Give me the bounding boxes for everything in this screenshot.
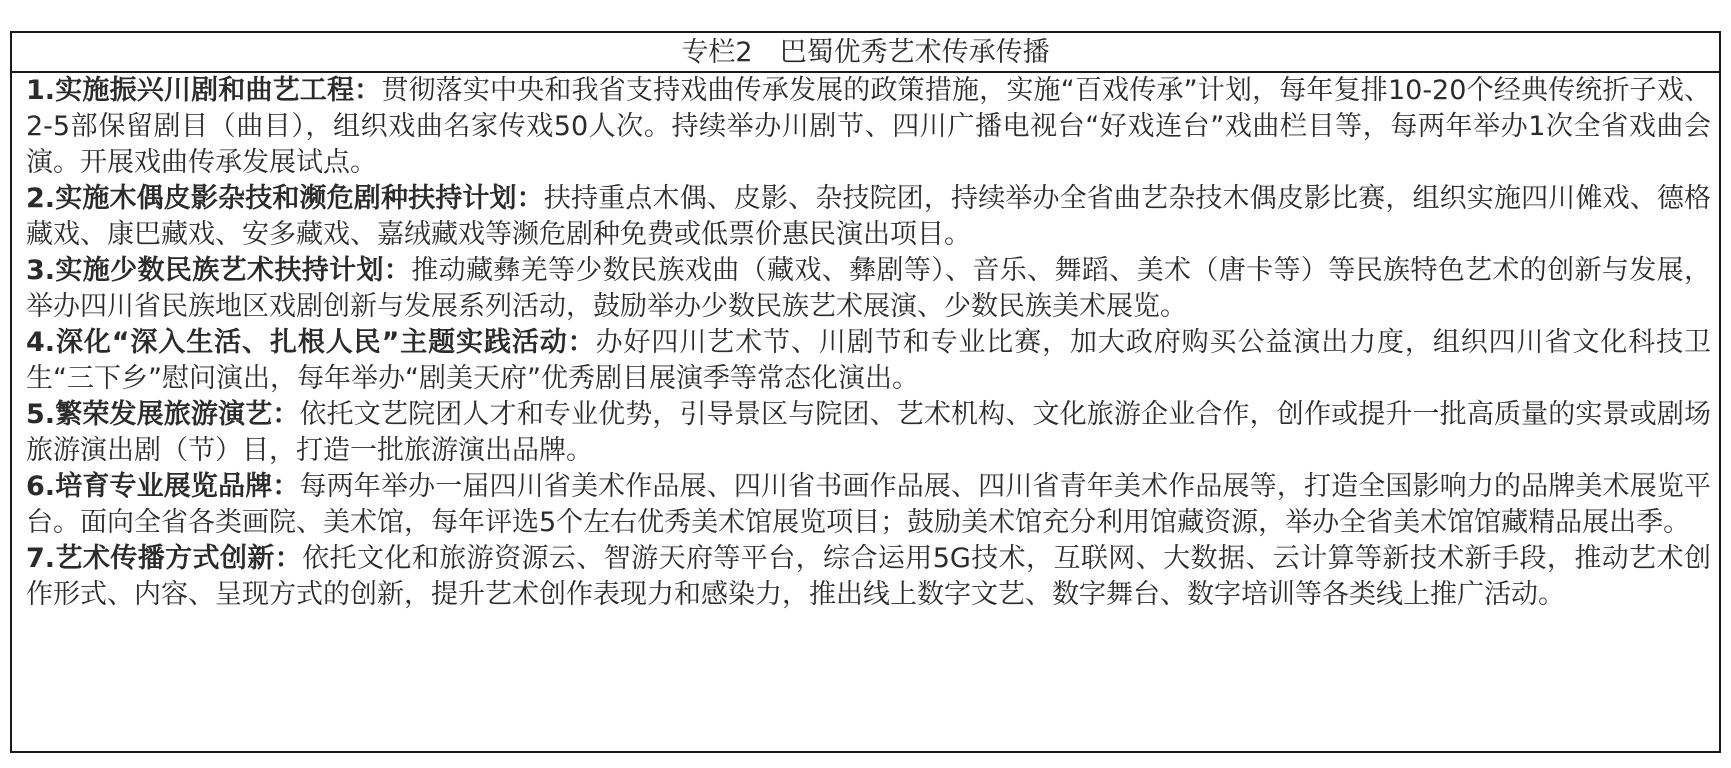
item-text: 依托文艺院团人才和专业优势，引导景区与院团、艺术机构、文化旅游企业合作，创作或提升一批高质量的实景或剧场旅游演出剧（节）目，打造一批旅游演出品牌。 bbox=[26, 399, 1711, 466]
list-item bbox=[26, 181, 1711, 253]
list-item bbox=[26, 469, 1711, 541]
item-heading: 1.实施振兴川剧和曲艺工程： bbox=[26, 75, 382, 106]
item-text: 每两年举办一届四川省美术作品展、四川省书画作品展、四川省青年美术作品展等，打造全国影响力的品牌美术展览平台。面向全省各类画院、美术馆，每年评选5个左右优秀美术馆展览项目；鼓励美术馆充分利用馆藏资源，举办全省美术馆馆藏精品展出季。 bbox=[26, 471, 1711, 538]
item-heading: 4.深化“深入生活、扎根人民”主题实践活动： bbox=[26, 327, 596, 358]
item-text: 贯彻落实中央和我省支持戏曲传承发展的政策措施，实施“百戏传承”计划，每年复排10-20个经典传统折子戏、2-5部保留剧目（曲目），组织戏曲名家传戏50人次。持续举办川剧节、四川广播电视台“好戏连台”戏曲栏目等，每两年举办1次全省戏曲会演。开展戏曲传承发展试点。 bbox=[26, 75, 1711, 178]
list-item bbox=[26, 73, 1711, 181]
item-text: 办好四川艺术节、川剧节和专业比赛，加大政府购买公益演出力度，组织四川省文化科技卫生“三下乡”慰问演出，每年举办“剧美天府”优秀剧目展演季等常态化演出。 bbox=[26, 327, 1711, 394]
list-item bbox=[26, 397, 1711, 469]
list-item bbox=[26, 325, 1711, 397]
item-heading: 3.实施少数民族艺术扶持计划： bbox=[26, 255, 412, 286]
box-body bbox=[12, 73, 1719, 613]
list-item bbox=[26, 541, 1711, 613]
box-title: 专栏2 巴蜀优秀艺术传承传播 bbox=[12, 33, 1719, 73]
item-heading: 6.培育专业展览品牌： bbox=[26, 471, 300, 502]
item-text: 依托文化和旅游资源云、智游天府等平台，综合运用5G技术，互联网、大数据、云计算等新技术新手段，推动艺术创作形式、内容、呈现方式的创新，提升艺术创作表现力和感染力，推出线上数字文艺、数字舞台、数字培训等各类线上推广活动。 bbox=[26, 543, 1711, 610]
feature-box bbox=[10, 31, 1721, 753]
item-heading: 5.繁荣发展旅游演艺： bbox=[26, 399, 300, 430]
list-item bbox=[26, 253, 1711, 325]
item-heading: 2.实施木偶皮影杂技和濒危剧种扶持计划： bbox=[26, 183, 544, 214]
item-text: 推动藏彝羌等少数民族戏曲（藏戏、彝剧等）、音乐、舞蹈、美术（唐卡等）等民族特色艺术的创新与发展，举办四川省民族地区戏剧创新与发展系列活动，鼓励举办少数民族艺术展演、少数民族美术展览。 bbox=[26, 255, 1712, 322]
item-heading: 7.艺术传播方式创新： bbox=[26, 543, 303, 574]
item-text: 扶持重点木偶、皮影、杂技院团，持续举办全省曲艺杂技木偶皮影比赛，组织实施四川傩戏、德格藏戏、康巴藏戏、安多藏戏、嘉绒藏戏等濒危剧种免费或低票价惠民演出项目。 bbox=[26, 183, 1712, 250]
